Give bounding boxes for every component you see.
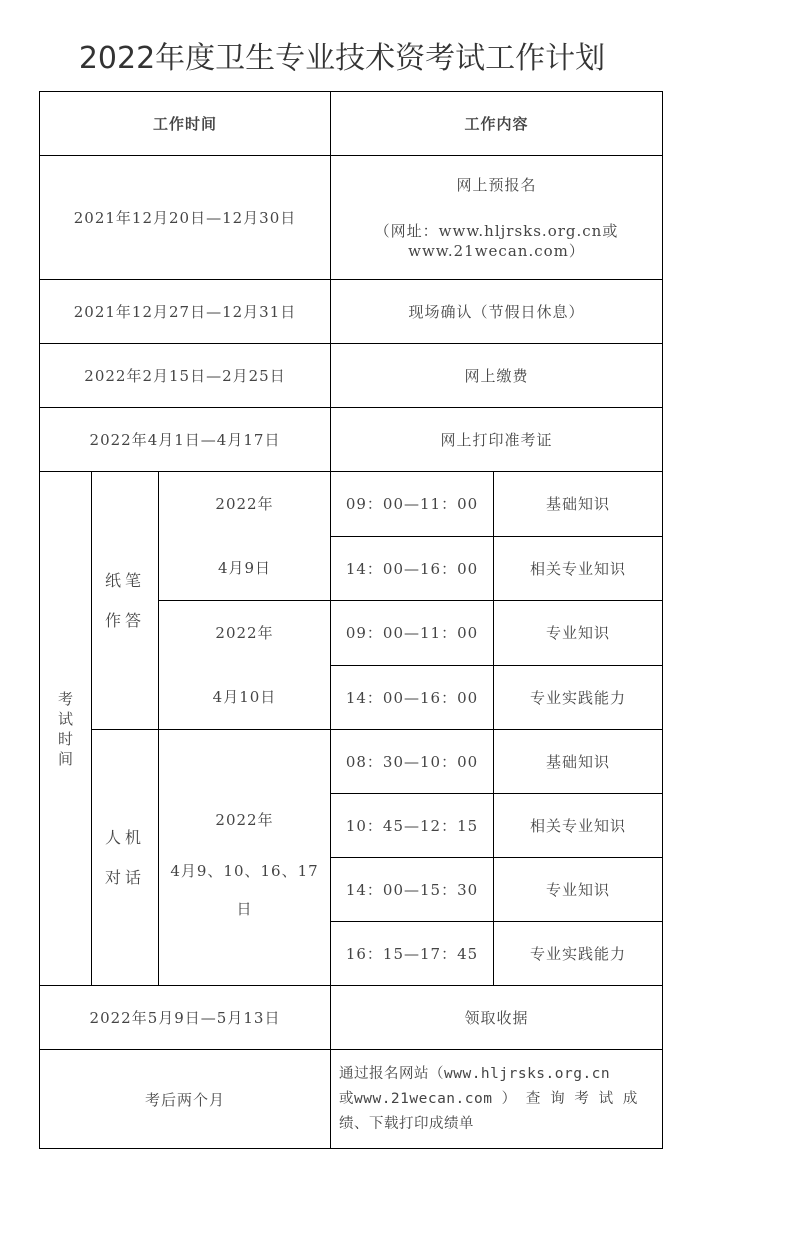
session-subject-cell: 基础知识 xyxy=(494,472,663,537)
session-subject-cell: 基础知识 xyxy=(494,730,663,794)
registration-url-line: （网址：www.hljrsks.org.cn或 xyxy=(374,221,619,240)
exam-label-char: 试 xyxy=(57,709,73,728)
row-content-cell: 网上缴费 xyxy=(331,344,663,408)
date-line: 2022年 xyxy=(215,624,274,642)
row-time-cell: 2021年12月20日—12月30日 xyxy=(40,156,331,280)
row-content-cell: 现场确认（节假日休息） xyxy=(331,280,663,344)
session-subject-cell: 相关专业知识 xyxy=(494,794,663,858)
row-content-cell xyxy=(331,156,663,280)
row-content-cell: 网上打印准考证 xyxy=(331,408,663,472)
session-time-cell: 09：00—11：00 xyxy=(331,601,494,666)
session-time-cell: 16：15—17：45 xyxy=(331,922,494,986)
table-row xyxy=(40,344,663,408)
table-row xyxy=(40,280,663,344)
session-subject-cell: 专业实践能力 xyxy=(494,922,663,986)
mode-line: 作答 xyxy=(104,610,145,630)
mode-line: 人机 xyxy=(104,827,145,847)
date-line: 4月9日 xyxy=(217,559,272,577)
session-subject-cell: 专业知识 xyxy=(494,858,663,922)
row-time-cell: 2021年12月27日—12月31日 xyxy=(40,280,331,344)
date-line: 日 xyxy=(236,899,253,918)
header-work-time: 工作时间 xyxy=(40,92,331,156)
session-time-cell: 14：00—16：00 xyxy=(331,536,494,601)
exam-label-char: 间 xyxy=(57,749,73,768)
session-time-cell: 09：00—11：00 xyxy=(331,472,494,537)
exam-session-row xyxy=(40,472,663,537)
mode-line: 纸笔 xyxy=(104,570,145,590)
exam-mode-paper-cell xyxy=(92,472,159,730)
row-time-cell: 2022年5月9日—5月13日 xyxy=(40,986,331,1050)
exam-session-row xyxy=(40,730,663,794)
session-time-cell: 10：45—12：15 xyxy=(331,794,494,858)
session-subject-cell: 专业知识 xyxy=(494,601,663,666)
content-title: 网上预报名 xyxy=(456,175,537,194)
session-time-cell: 14：00—15：30 xyxy=(331,858,494,922)
page-title: 2022年度卫生专业技术资考试工作计划 xyxy=(78,41,606,76)
exam-mode-computer-cell xyxy=(92,730,159,986)
results-note-line: 或www.21wecan.com ） 查 询 考 试 成 xyxy=(339,1090,638,1107)
table-header-row xyxy=(40,92,663,156)
exam-time-label-cell xyxy=(40,472,92,986)
work-plan-table xyxy=(39,91,663,1149)
date-line: 4月9、10、16、17 xyxy=(170,861,319,880)
date-line: 4月10日 xyxy=(212,688,277,706)
table-row xyxy=(40,408,663,472)
header-work-content: 工作内容 xyxy=(331,92,663,156)
row-time-cell: 2022年2月15日—2月25日 xyxy=(40,344,331,408)
exam-label-char: 考 xyxy=(57,689,73,708)
table-row xyxy=(40,1050,663,1149)
results-note-line: 通过报名网站（www.hljrsks.org.cn xyxy=(339,1065,611,1082)
exam-date-cell xyxy=(159,472,331,601)
date-line: 2022年 xyxy=(215,810,274,829)
session-subject-cell: 相关专业知识 xyxy=(494,536,663,601)
exam-date-cell xyxy=(159,730,331,986)
row-time-cell: 2022年4月1日—4月17日 xyxy=(40,408,331,472)
session-subject-cell: 专业实践能力 xyxy=(494,665,663,730)
date-line: 2022年 xyxy=(215,495,274,513)
session-time-cell: 08：30—10：00 xyxy=(331,730,494,794)
results-note-line: 绩、下载打印成绩单 xyxy=(339,1115,474,1132)
row-time-cell: 考后两个月 xyxy=(40,1050,331,1149)
exam-label-char: 时 xyxy=(57,729,73,748)
table-row xyxy=(40,156,663,280)
session-time-cell: 14：00—16：00 xyxy=(331,665,494,730)
row-content-cell: 领取收据 xyxy=(331,986,663,1050)
table-row xyxy=(40,986,663,1050)
row-content-cell xyxy=(331,1050,663,1149)
mode-line: 对话 xyxy=(104,867,145,887)
exam-date-cell xyxy=(159,601,331,730)
registration-url-line: www.21wecan.com） xyxy=(408,241,585,260)
